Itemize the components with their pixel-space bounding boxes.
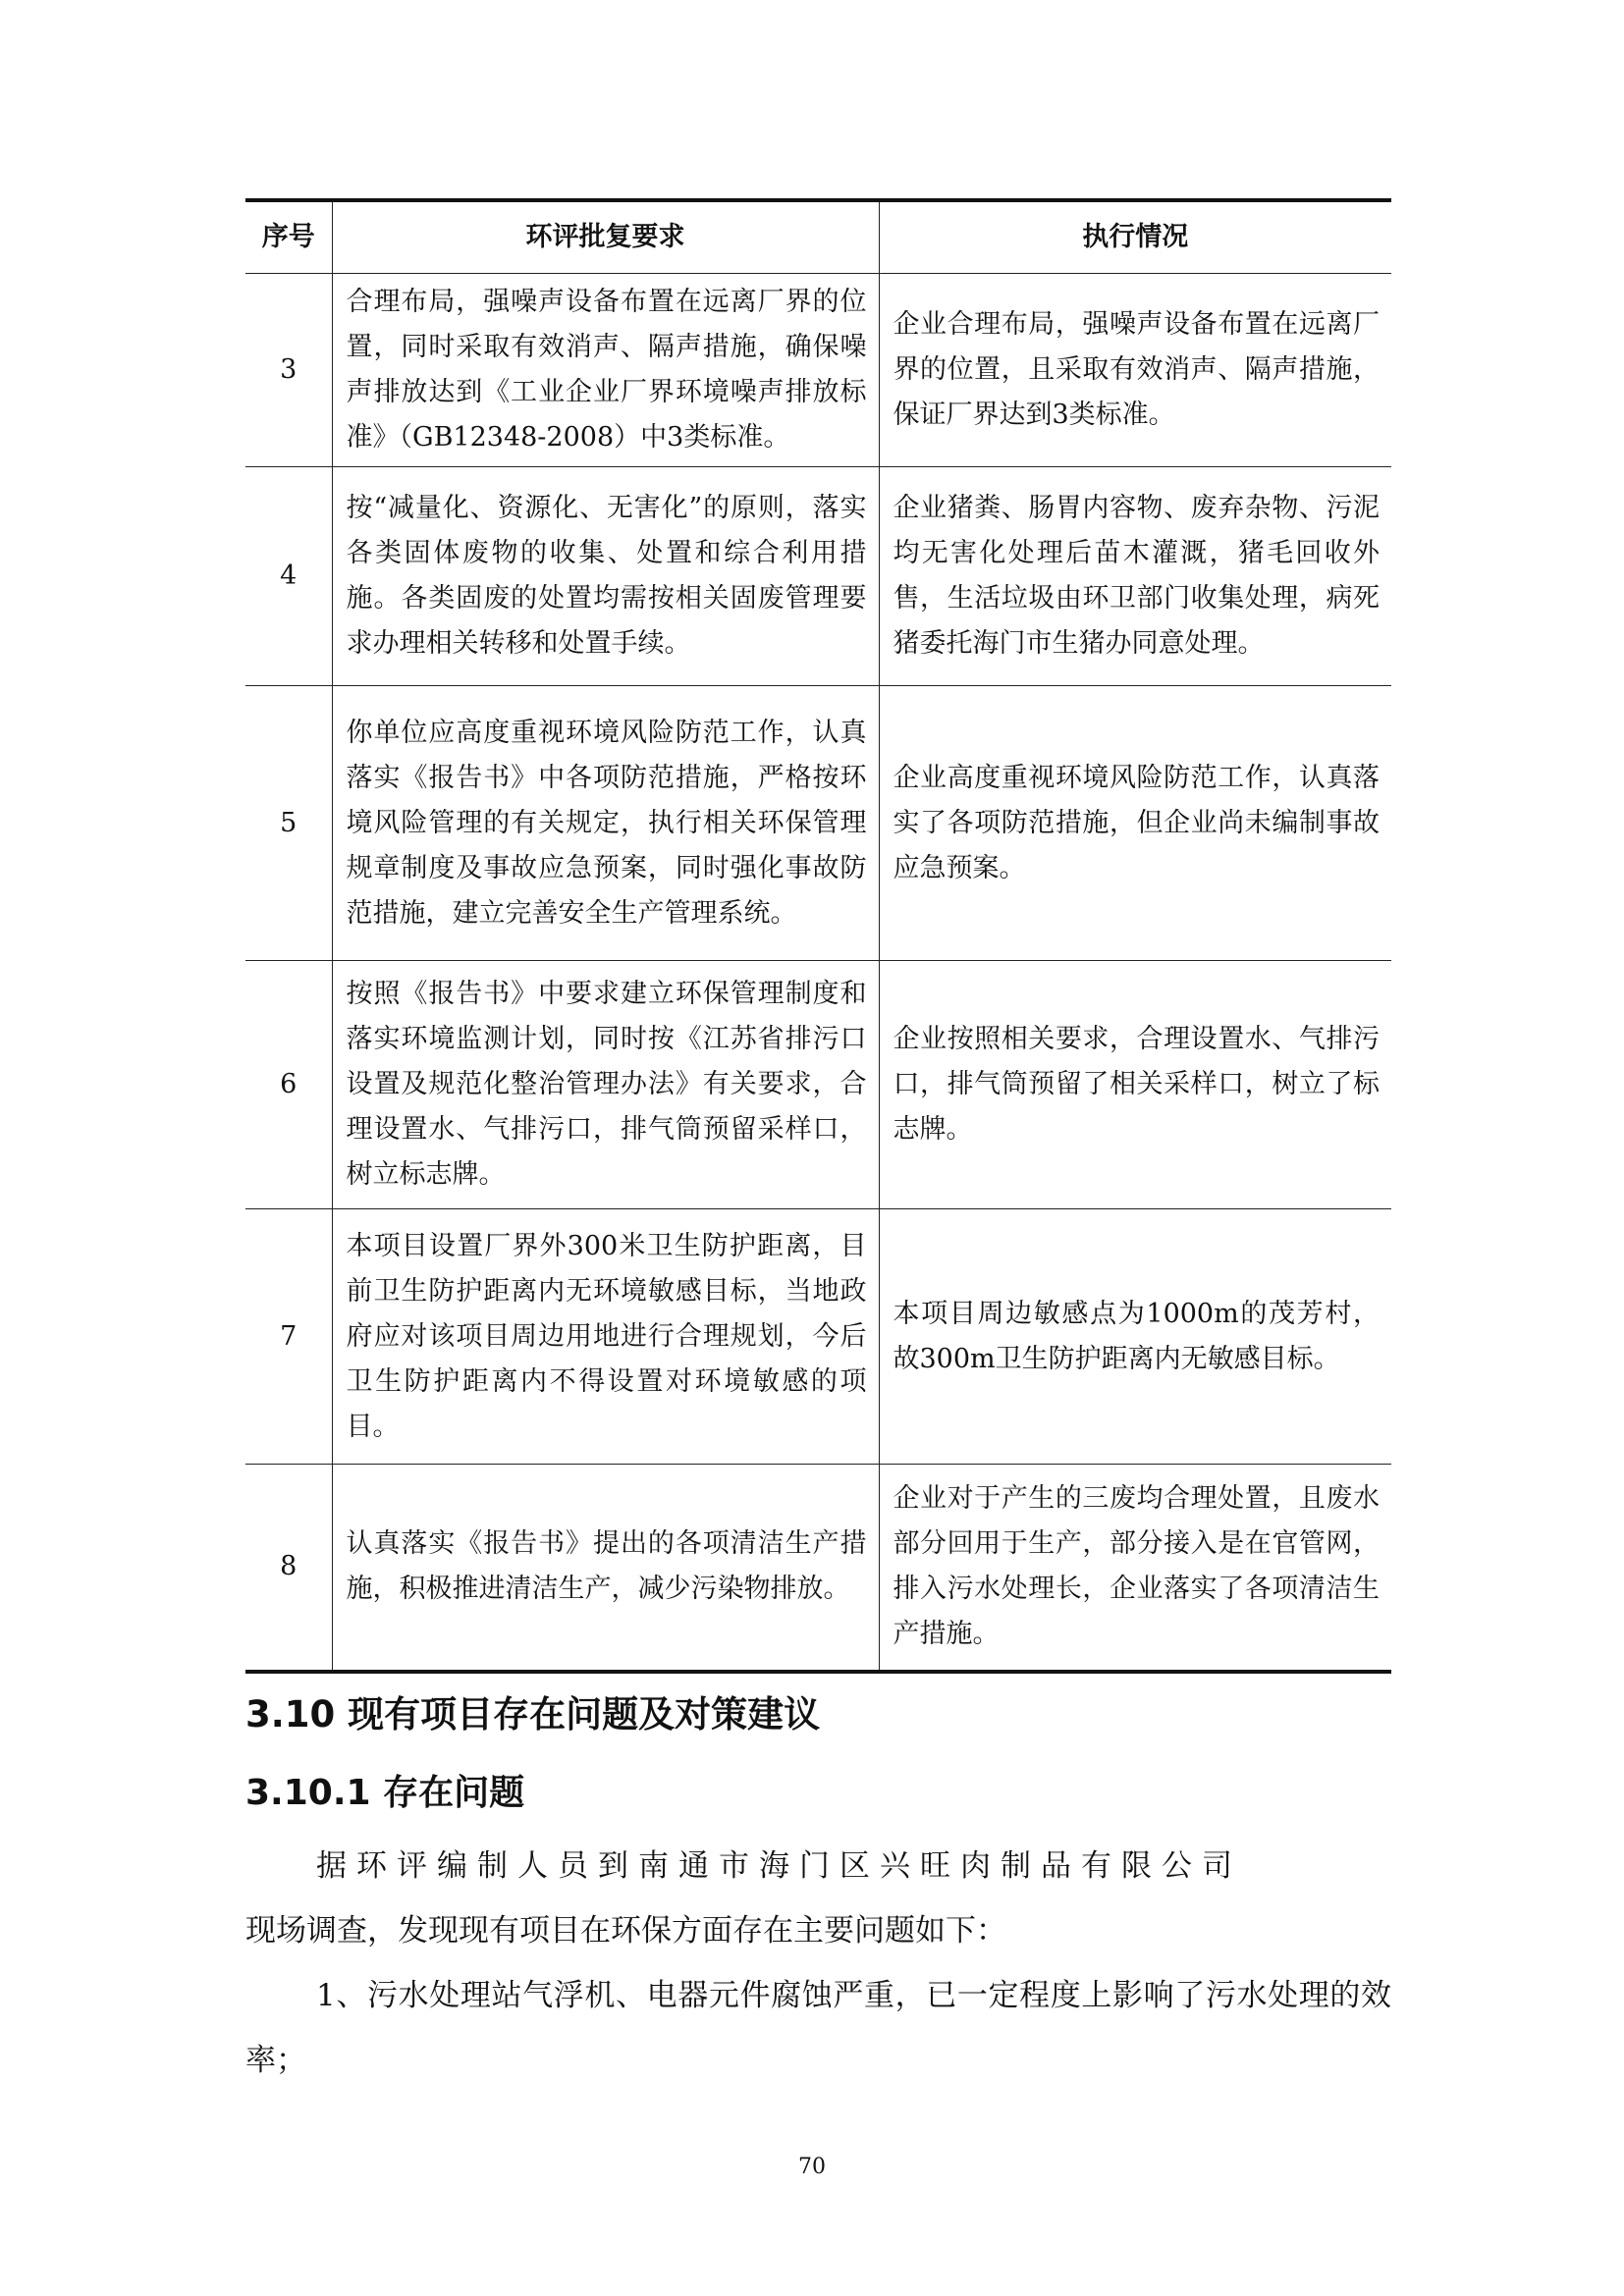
row-requirement: 合理布局，强噪声设备布置在远离厂界的位置，同时采取有效消声、隔声措施，确保噪声排放达到《工业企业厂界环境噪声排放标准》（GB12348-2008）中3类标准。 [332, 274, 879, 467]
subsection-heading: 3.10.1 存在问题 [245, 1773, 525, 1813]
row-status: 企业合理布局，强噪声设备布置在远离厂界的位置，且采取有效消声、隔声措施，保证厂界达到3类标准。 [879, 274, 1391, 467]
row-requirement: 你单位应高度重视环境风险防范工作，认真落实《报告书》中各项防范措施，严格按环境风险管理的有关规定，执行相关环保管理规章制度及事故应急预案，同时强化事故防范措施，建立完善安全生产管理系统。 [332, 686, 879, 961]
row-requirement: 认真落实《报告书》提出的各项清洁生产措施，积极推进清洁生产，减少污染物排放。 [332, 1465, 879, 1672]
table-header-row [245, 200, 1391, 274]
page-number: 70 [798, 2155, 826, 2179]
table-row [245, 686, 1391, 961]
header-requirement: 环评批复要求 [332, 200, 879, 274]
row-number: 6 [245, 961, 332, 1209]
paragraph-intro-line2: 现场调查，发现现有项目在环保方面存在主要问题如下： [245, 1913, 1006, 1949]
table-row [245, 1209, 1391, 1465]
table-row [245, 274, 1391, 467]
row-number: 3 [245, 274, 332, 467]
table-row [245, 467, 1391, 686]
row-requirement: 本项目设置厂界外300米卫生防护距离，目前卫生防护距离内无环境敏感目标，当地政府应对该项目周边用地进行合理规划，今后卫生防护距离内不得设置对环境敏感的项目。 [332, 1209, 879, 1465]
paragraph-issue-1: 1、污水处理站气浮机、电器元件腐蚀严重，已一定程度上影响了污水处理的效率； [245, 1978, 1391, 2078]
row-number: 5 [245, 686, 332, 961]
row-number: 7 [245, 1209, 332, 1465]
row-requirement: 按“减量化、资源化、无害化”的原则，落实各类固体废物的收集、处置和综合利用措施。各类固废的处置均需按相关固废管理要求办理相关转移和处置手续。 [332, 467, 879, 686]
row-number: 8 [245, 1465, 332, 1672]
row-status: 企业对于产生的三废均合理处置，且废水部分回用于生产，部分接入是在官管网，排入污水处理长，企业落实了各项清洁生产措施。 [879, 1465, 1391, 1672]
row-status: 企业猪粪、肠胃内容物、废弃杂物、污泥均无害化处理后苗木灌溉，猪毛回收外售，生活垃圾由环卫部门收集处理，病死猪委托海门市生猪办同意处理。 [879, 467, 1391, 686]
header-number: 序号 [245, 200, 332, 274]
row-requirement: 按照《报告书》中要求建立环保管理制度和落实环境监测计划，同时按《江苏省排污口设置及规范化整治管理办法》有关要求，合理设置水、气排污口，排气筒预留采样口，树立标志牌。 [332, 961, 879, 1209]
header-status: 执行情况 [879, 200, 1391, 274]
eia-requirements-table [245, 198, 1391, 1674]
row-status: 本项目周边敏感点为1000m的茂芳村，故300m卫生防护距离内无敏感目标。 [879, 1209, 1391, 1465]
table-row [245, 1465, 1391, 1672]
section-heading: 3.10 现有项目存在问题及对策建议 [245, 1693, 821, 1735]
paragraph-intro-line1: 据环评编制人员到南通市海门区兴旺肉制品有限公司 [316, 1848, 1242, 1884]
row-status: 企业高度重视环境风险防范工作，认真落实了各项防范措施，但企业尚未编制事故应急预案。 [879, 686, 1391, 961]
row-number: 4 [245, 467, 332, 686]
table-row [245, 961, 1391, 1209]
paragraph-intro [245, 1834, 1391, 1963]
row-status: 企业按照相关要求，合理设置水、气排污口，排气筒预留了相关采样口，树立了标志牌。 [879, 961, 1391, 1209]
